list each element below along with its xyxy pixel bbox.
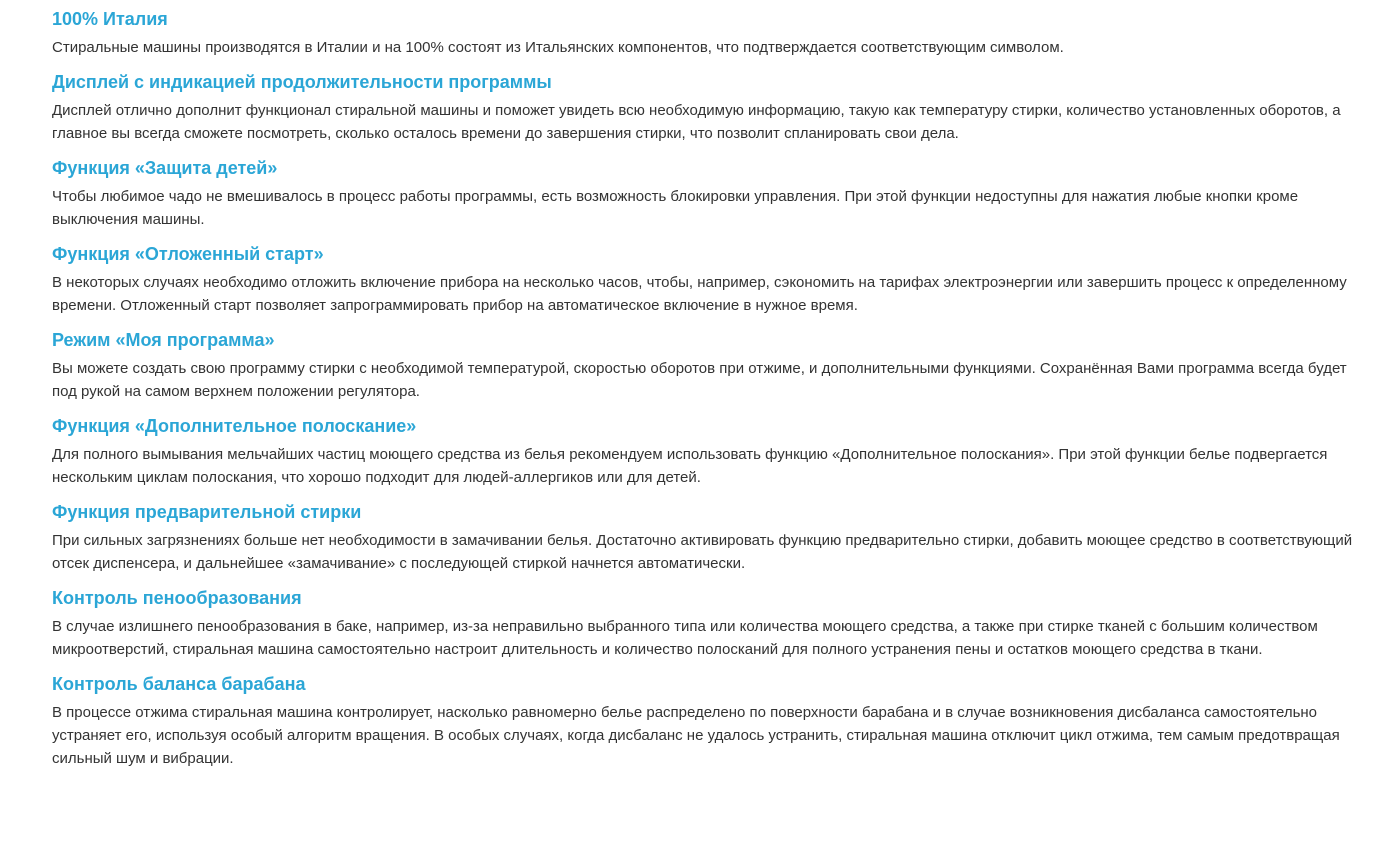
feature-display: [52, 70, 1362, 145]
feature-desc-prewash: При сильных загрязнениях больше нет необходимости в замачивании белья. Достаточно активировать функцию предварительно стирки, добавить моющее средство в соответствующий отсек диспенсера, и дальнейшее «замачивание» с последующей стиркой начнется автоматически.: [52, 532, 1353, 572]
feature-title-100-italy: 100% Италия: [52, 9, 168, 29]
feature-title-display: Дисплей с индикацией продолжительности программы: [52, 72, 552, 92]
feature-title-delayed-start: Функция «Отложенный старт»: [52, 244, 324, 264]
feature-desc-extra-rinse: Для полного вымывания мельчайших частиц моющего средства из белья рекомендуем использовать функцию «Дополнительное полоскания». При этой функции белье подвергается нескольким циклам полоскания, что хорошо подходит для людей-аллергиков или для детей.: [52, 446, 1328, 486]
feature-prewash: [52, 500, 1362, 575]
feature-title-child-lock: Функция «Защита детей»: [52, 158, 278, 178]
feature-desc-foam-control: В случае излишнего пенообразования в баке, например, из-за неправильно выбранного типа или количества моющего средства, а также при стирке тканей с большим количеством микроотверстий, стиральная машина самостоятельно настроит длительность и количество полосканий для полного устранения пены и остатков моющего средства в ткани.: [52, 618, 1318, 658]
feature-desc-100-italy: Стиральные машины производятся в Италии и на 100% состоят из Итальянских компонентов, что подтверждается соответствующим символом.: [52, 39, 1064, 56]
feature-drum-balance: [52, 672, 1362, 770]
feature-title-my-program: Режим «Моя программа»: [52, 330, 275, 350]
feature-title-foam-control: Контроль пенообразования: [52, 588, 302, 608]
feature-delayed-start: [52, 242, 1362, 317]
feature-title-drum-balance: Контроль баланса барабана: [52, 674, 306, 694]
feature-title-extra-rinse: Функция «Дополнительное полоскание»: [52, 416, 417, 436]
feature-100-italy: [52, 7, 1362, 59]
feature-my-program: [52, 328, 1362, 403]
feature-foam-control: [52, 586, 1362, 661]
feature-child-lock: [52, 156, 1362, 231]
feature-desc-my-program: Вы можете создать свою программу стирки с необходимой температурой, скоростью оборотов при отжиме, и дополнительными функциями. Сохранённая Вами программа всегда будет под рукой на самом верхнем положении регулятора.: [52, 360, 1347, 400]
feature-desc-delayed-start: В некоторых случаях необходимо отложить включение прибора на несколько часов, чтобы, например, сэкономить на тарифах электроэнергии или завершить процесс к определенному времени. Отложенный старт позволяет запрограммировать прибор на автоматическое включение в нужное время.: [52, 274, 1347, 314]
feature-desc-child-lock: Чтобы любимое чадо не вмешивалось в процесс работы программы, есть возможность блокировки управления. При этой функции недоступны для нажатия любые кнопки кроме выключения машины.: [52, 188, 1299, 228]
feature-title-prewash: Функция предварительной стирки: [52, 502, 362, 522]
feature-desc-drum-balance: В процессе отжима стиральная машина контролирует, насколько равномерно белье распределено по поверхности барабана и в случае возникновения дисбаланса самостоятельно устраняет его, используя особый алгоритм вращения. В особых случаях, когда дисбаланс не удалось устранить, стиральная машина отключит цикл отжима, тем самым предотвращая сильный шум и вибрации.: [52, 704, 1340, 767]
feature-desc-display: Дисплей отлично дополнит функционал стиральной машины и поможет увидеть всю необходимую информацию, такую как температуру стирки, количество установленных оборотов, а главное вы всегда сможете посмотреть, сколько осталось времени до завершения стирки, что позволит спланировать свои дела.: [52, 102, 1341, 142]
feature-extra-rinse: [52, 414, 1362, 489]
feature-list: [52, 7, 1362, 781]
